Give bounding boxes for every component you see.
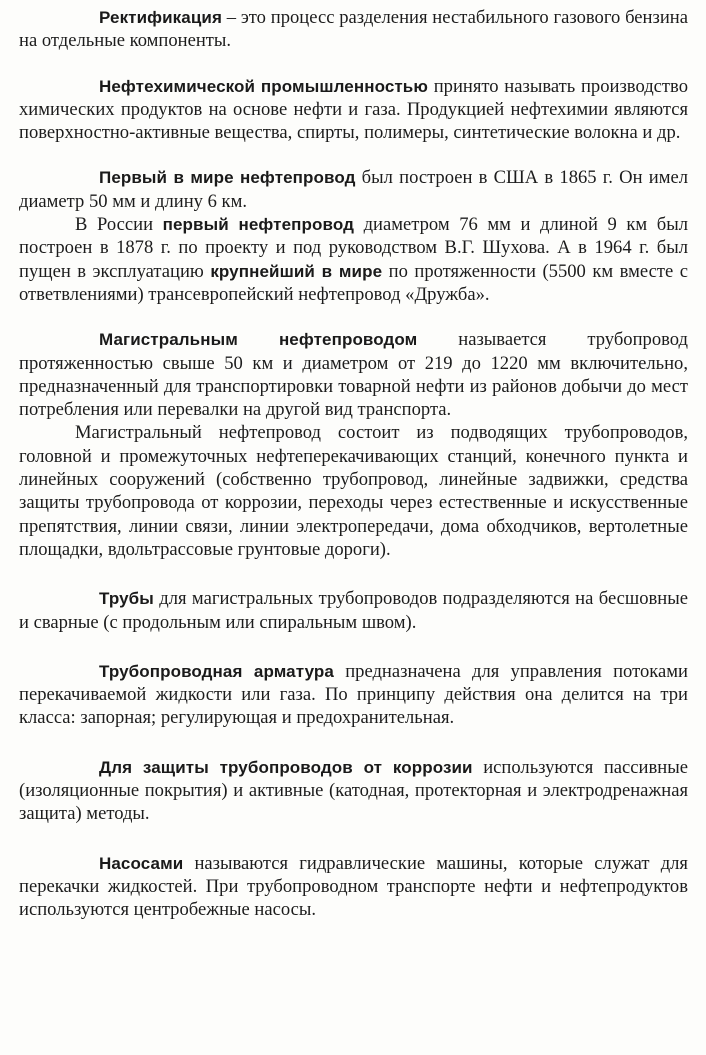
term-main-oil-pipeline: Магистральным нефтепроводом [99, 330, 418, 350]
definition-pipeline-fittings: предназначена для управления потоками перекачиваемой жидкости или газа. По принципу действия она делится на три класса: запорная; регулирующая и предохранительная. [19, 660, 689, 729]
paragraph-petrochemical-industry [19, 75, 688, 145]
paragraph-main-oil-pipeline [19, 328, 688, 421]
definition-pumps: называются гидравлические машины, которые служат для перекачки жидкостей. При трубопроводном транспорте нефти и нефтепродуктов используются центробежные насосы. [19, 852, 688, 921]
paragraph-corrosion-protection [19, 756, 688, 826]
paragraph-first-pipeline-world [19, 166, 688, 213]
definition-corrosion-protection: используются пассивные (изоляционные покрытия) и активные (катодная, протекторная и электродренажная защита) методы. [19, 756, 688, 825]
text-druzhba-pipeline: по протяженности (5500 км вместе с ответвлениями) трансевропейский нефтепровод «Дружба». [19, 260, 688, 305]
definition-first-pipeline-world: был построен в США в 1865 г. Он имел диаметр 50 мм и длину 6 км. [19, 167, 688, 212]
term-first-pipeline-world: Первый в мире нефтепровод [99, 168, 356, 188]
term-petrochemical-industry: Нефтехимической промышленностью [99, 76, 428, 96]
definition-rectification: – это процесс разделения нестабильного газового бензина на отдельные компоненты. [19, 7, 688, 52]
paragraph-first-pipeline-russia [19, 213, 688, 306]
paragraph-pumps [19, 852, 688, 922]
text-first-pipeline-russia-middle: диаметром 76 мм и длиной 9 км был построен в 1878 г. по проекту и под руководством В.Г. Шухова. А в 1964 г. был пущен в эксплуатацию [19, 214, 688, 282]
definition-main-oil-pipeline: называется трубопровод протяженностью свыше 50 км и диаметром от 219 до 1220 мм включительно, предназначенный для транспортировки товарной нефти из районов добычи до мест потребления или перевалки на другой вид транспорта. [19, 329, 688, 421]
term-rectification: Ректификация [99, 8, 222, 27]
definition-pipes: для магистральных трубопроводов подразделяются на бесшовные и сварные (с продольным или спиральным швом). [19, 588, 688, 633]
text-first-pipeline-russia-intro: В России [75, 214, 163, 236]
paragraph-rectification [19, 6, 688, 53]
term-corrosion-protection: Для защиты трубопроводов от коррозии [99, 757, 473, 777]
paragraph-pipes [19, 587, 688, 634]
term-first-pipeline-russia: первый нефтепровод [162, 215, 354, 235]
paragraph-pipeline-fittings [19, 660, 688, 730]
term-pipes: Трубы [99, 589, 154, 609]
paragraph-pipeline-composition [19, 421, 688, 561]
text-pipeline-composition: Магистральный нефтепровод состоит из подводящих трубопроводов, головной и промежуточных нефтеперекачивающих станций, конечного пункта и линейных сооружений (собственно трубопровод, линейные задвижки, средства защиты трубопровода от коррозии, переходы через естественные и искусственные препятствия, линии связи, линии электропередачи, дома обходчиков, вертолетные площадки, вдольтрассовые грунтовые дороги). [19, 422, 688, 560]
term-largest-in-world: крупнейший в мире [210, 261, 383, 281]
term-pipeline-fittings: Трубопроводная арматура [99, 661, 334, 681]
definition-petrochemical-industry: принято называть производство химических продуктов на основе нефти и газа. Продукцией нефтехимии являются поверхностно-активные вещества, спирты, полимеры, синтетические волокна и др. [19, 75, 688, 144]
term-pumps: Насосами [99, 853, 184, 873]
